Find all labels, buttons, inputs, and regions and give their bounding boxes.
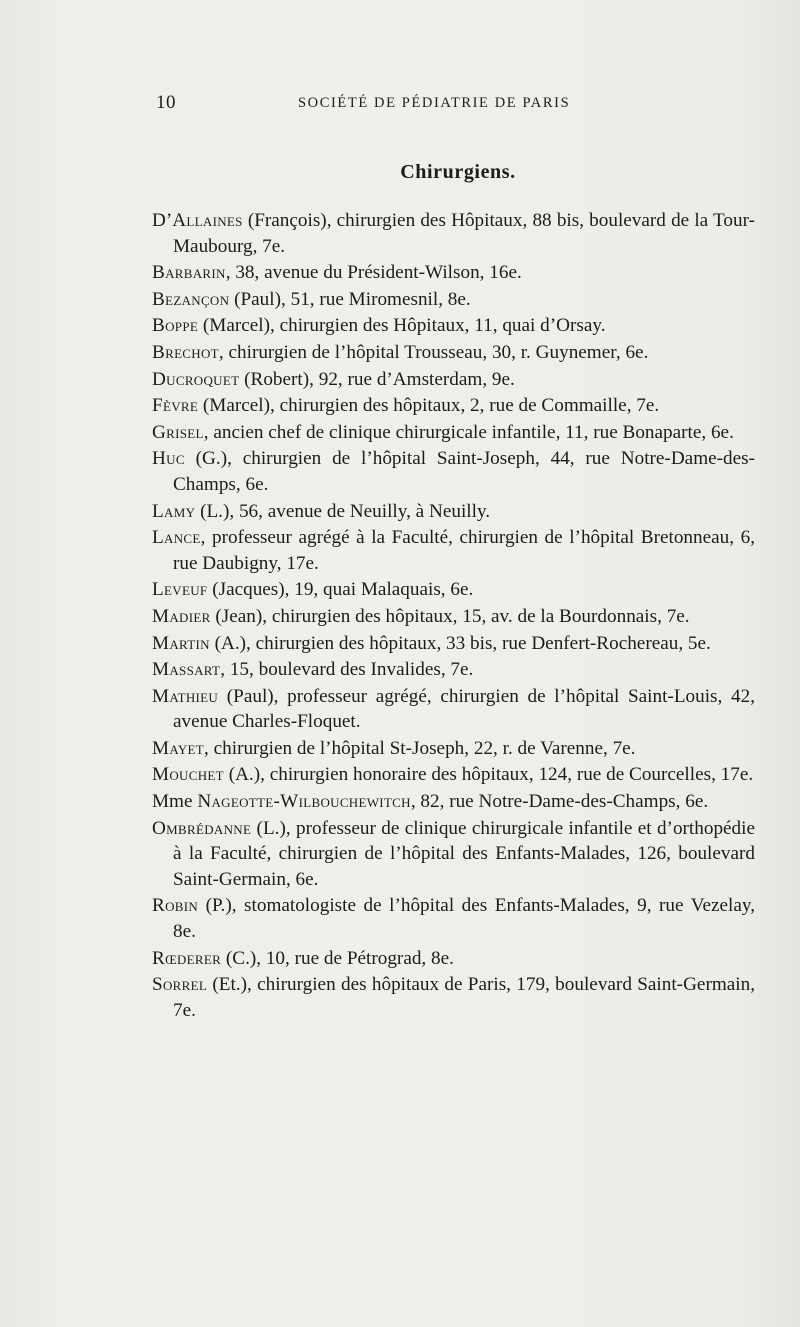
- member-name: Mayet: [152, 737, 205, 759]
- list-item: Martin (A.), chirurgien des hôpitaux, 33 bis, rue Denfert-Rochereau, 5e.: [152, 632, 711, 654]
- member-name: Boppe: [152, 315, 199, 337]
- member-name: Mouchet: [152, 764, 224, 786]
- section-title: Chirurgiens.: [400, 161, 516, 183]
- list-item: Mathieu (Paul), professeur agrégé, chirurgien de l’hôpital Saint-Louis, 42, avenue Charles-Floquet.: [152, 685, 755, 733]
- member-name: Fèvre: [152, 395, 199, 417]
- member-name: Rœderer: [152, 947, 222, 969]
- page-header: [0, 92, 800, 116]
- list-item: Mouchet (A.), chirurgien honoraire des hôpitaux, 124, rue de Courcelles, 17e.: [152, 764, 754, 786]
- list-item: Huc (G.), chirurgien de l’hôpital Saint-Joseph, 44, rue Notre-Dame-des-Champs, 6e.: [152, 448, 755, 495]
- member-name: Nageotte-Wilbouchewitch: [197, 791, 411, 813]
- list-item: Rœderer (C.), 10, rue de Pétrograd, 8e.: [152, 947, 454, 969]
- member-name: Bezançon: [152, 288, 230, 310]
- list-item: Boppe (Marcel), chirurgien des Hôpitaux, 11, quai d’Orsay.: [152, 315, 606, 337]
- member-name: Ducroquet: [152, 368, 240, 390]
- member-name: Robin: [152, 895, 199, 917]
- list-item: Mayet, chirurgien de l’hôpital St-Joseph, 22, r. de Varenne, 7e.: [152, 737, 636, 759]
- member-name: Martin: [152, 632, 210, 654]
- member-name: Madier: [152, 605, 211, 627]
- member-name: Brechot: [152, 341, 219, 363]
- list-item: Mme Nageotte-Wilbouchewitch, 82, rue Notre-Dame-des-Champs, 6e.: [152, 791, 709, 813]
- member-name: Grisel: [152, 421, 204, 443]
- member-name: Massart: [152, 659, 221, 681]
- running-head: SOCIÉTÉ DE PÉDIATRIE DE PARIS: [298, 95, 571, 111]
- list-item: Leveuf (Jacques), 19, quai Malaquais, 6e.: [152, 579, 474, 601]
- list-item: Ducroquet (Robert), 92, rue d’Amsterdam, 9e.: [152, 368, 515, 390]
- list-item: Lamy (L.), 56, avenue de Neuilly, à Neuilly.: [152, 500, 491, 522]
- list-item: Brechot, chirurgien de l’hôpital Trousseau, 30, r. Guynemer, 6e.: [152, 341, 649, 363]
- member-name: Mathieu: [152, 685, 219, 707]
- list-item: Massart, 15, boulevard des Invalides, 7e.: [152, 659, 474, 681]
- member-name: Lamy: [152, 500, 196, 522]
- list-item: D’Allaines (François), chirurgien des Hôpitaux, 88 bis, boulevard de la Tour-Maubourg, 7e.: [152, 210, 755, 257]
- list-item: Bezançon (Paul), 51, rue Miromesnil, 8e.: [152, 288, 471, 310]
- list-item: Grisel, ancien chef de clinique chirurgicale infantile, 11, rue Bonaparte, 6e.: [152, 421, 734, 443]
- list-item: Fèvre (Marcel), chirurgien des hôpitaux, 2, rue de Commaille, 7e.: [152, 395, 660, 417]
- list-item: Sorrel (Et.), chirurgien des hôpitaux de Paris, 179, boulevard Saint-Germain, 7e.: [152, 974, 755, 1021]
- list-item: Robin (P.), stomatologiste de l’hôpital des Enfants-Malades, 9, rue Vezelay, 8e.: [152, 895, 755, 943]
- member-name: Allaines: [172, 210, 243, 231]
- member-name: Lance: [152, 527, 201, 549]
- member-name: Ombrédanne: [152, 817, 252, 839]
- list-item: Ombrédanne (L.), professeur de clinique chirurgicale infantile et d’orthopédie à la Faculté, chirurgien de l’hôpital des Enfants-Malades, 126, boulevard Saint-Germain, 6e.: [152, 817, 755, 890]
- list-item: Lance, professeur agrégé à la Faculté, chirurgien de l’hôpital Bretonneau, 6, rue Daubigny, 17e.: [152, 527, 755, 574]
- page-number: 10: [156, 92, 176, 113]
- member-list: [152, 208, 755, 1024]
- member-name: Sorrel: [152, 974, 208, 996]
- list-item: Madier (Jean), chirurgien des hôpitaux, 15, av. de la Bourdonnais, 7e.: [152, 605, 690, 627]
- member-name: Huc: [152, 448, 185, 470]
- member-name: Leveuf: [152, 579, 208, 601]
- list-item: Barbarin, 38, avenue du Président-Wilson, 16e.: [152, 262, 522, 284]
- member-name: Barbarin: [152, 262, 226, 284]
